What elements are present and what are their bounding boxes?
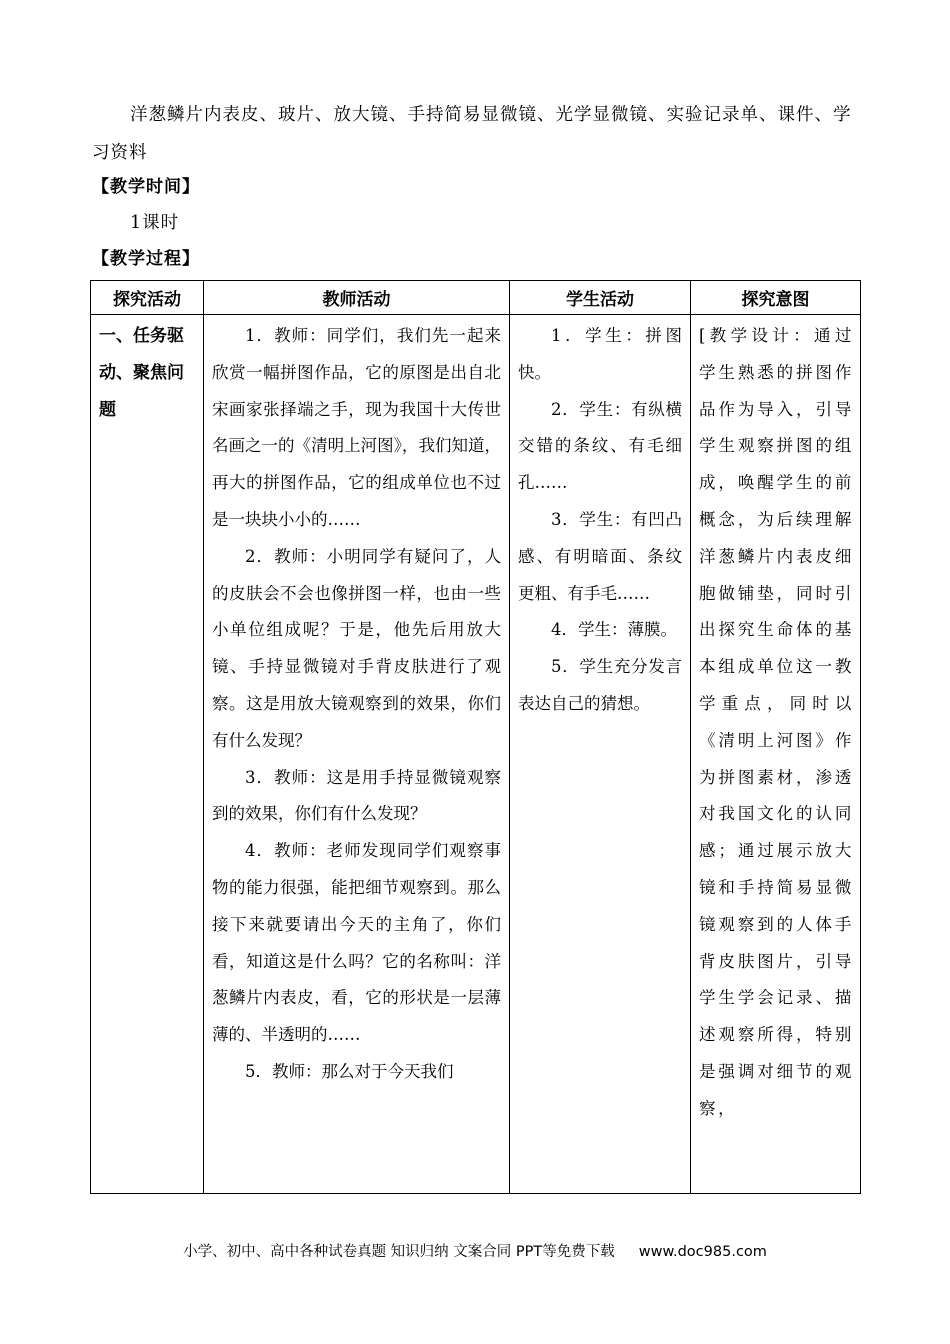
lesson-table <box>90 280 861 1194</box>
teacher-step-3: 3．教师：这是用手持显微镜观察到的效果，你们有什么发现？ <box>212 767 501 824</box>
student-step-3: 3．学生：有凹凸感、有明暗面、条纹更粗、有手毛…… <box>518 509 682 603</box>
teacher-step-5: 5．教师：那么对于今天我们 <box>245 1061 454 1081</box>
student-step-1: 1．学生：拼图快。 <box>518 326 682 382</box>
teaching-process-heading: 【教学过程】 <box>92 249 200 269</box>
inquiry-intent-cell <box>691 315 861 1194</box>
header-inquiry-intent: 探究意图 <box>691 281 861 315</box>
table-row <box>91 315 861 1194</box>
teaching-time-value: 1课时 <box>130 213 180 233</box>
student-step-5: 5．学生充分发言表达自己的猜想。 <box>518 657 682 713</box>
student-step-4: 4．学生：薄膜。 <box>551 620 677 640</box>
teacher-step-4: 4．教师：老师发现同学们观察事物的能力很强，能把细节观察到。那么接下来就要请出今天的主角了，你们看，知道这是什么吗？它的名称叫：洋葱鳞片内表皮，看，它的形状是一层薄薄的、半透明的…… <box>212 841 501 1045</box>
stage-title: 一、任务驱动、聚焦问题 <box>99 326 184 420</box>
header-teacher-activity: 教师活动 <box>204 281 510 315</box>
teaching-time-heading: 【教学时间】 <box>92 177 200 197</box>
stage-cell <box>91 315 204 1194</box>
footer-text: 小学、初中、高中各种试卷真题 知识归纳 文案合同 PPT等免费下载 <box>183 1244 615 1260</box>
inquiry-intent-text: [教学设计：通过学生熟悉的拼图作品作为导入，引导学生观察拼图的组成，唤醒学生的前概念，为后续理解洋葱鳞片内表皮细胞做铺垫，同时引出探究生命体的基本组成单位这一教学重点，同时以《清明上河图》作为拼图素材，渗透对我国文化的认同感；通过展示放大镜和手持简易显微镜观察到的人体手背皮肤图片，引导学生学会记录、描述观察所得，特别是强调对细节的观察， <box>699 326 854 1118</box>
page-footer <box>0 1240 950 1261</box>
student-step-2: 2．学生：有纵横交错的条纹、有毛细孔…… <box>518 399 682 493</box>
teacher-step-2: 2．教师：小明同学有疑问了，人的皮肤会不会也像拼图一样，也由一些小单位组成呢？于是，他先后用放大镜、手持显微镜对手背皮肤进行了观察。这是用放大镜观察到的效果，你们有什么发现？ <box>212 546 501 750</box>
teacher-activity-cell <box>204 315 510 1194</box>
table-header-row <box>91 281 861 315</box>
student-activity-cell <box>510 315 691 1194</box>
header-student-activity: 学生活动 <box>510 281 691 315</box>
materials-paragraph: 洋葱鳞片内表皮、玻片、放大镜、手持简易显微镜、光学显微镜、实验记录单、课件、学习资料 <box>92 105 852 163</box>
header-inquiry-activity: 探究活动 <box>91 281 204 315</box>
footer-url[interactable]: www.doc985.com <box>638 1244 767 1260</box>
teacher-step-1: 1．教师：同学们，我们先一起来欣赏一幅拼图作品，它的原图是出自北宋画家张择端之手，现为我国十大传世名画之一的《清明上河图》，我们知道，再大的拼图作品，它的组成单位也不过是一块块小小的…… <box>212 326 501 529</box>
